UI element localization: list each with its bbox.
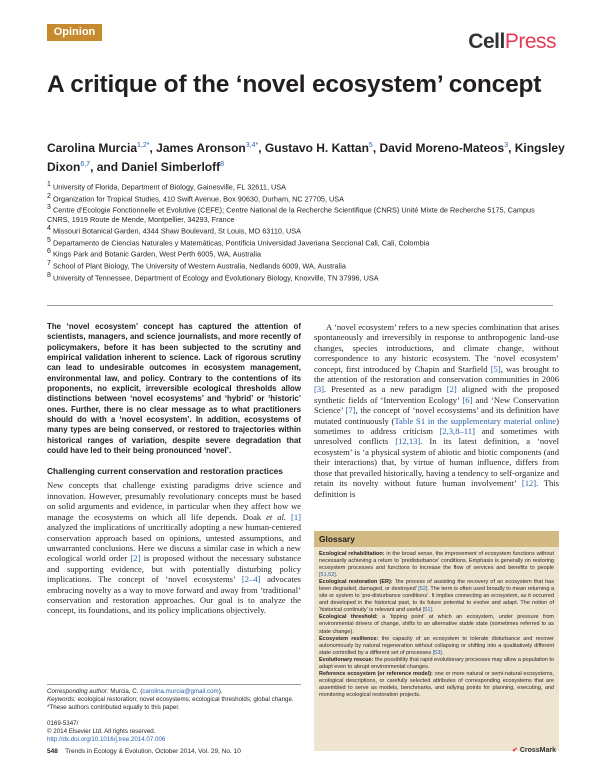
right-column (314, 322, 559, 499)
section-heading: Challenging current conservation and restoration practices (47, 466, 283, 477)
author-name: Carolina Murcia (47, 141, 138, 155)
ref-link[interactable]: [2–4] (241, 574, 261, 585)
glossary-entry: Reference ecosystem (or reference model): one or more natural or semi-natural ecosystems, ecological descriptions, or carefully selected attributes of corresponding ecosystems that are assembled to serve as models, benchmarks, and rallying points for planning, executing, and monitoring ecological restoration projects. (319, 670, 554, 698)
journal-citation: Trends in Ecology & Evolution, October 2014, Vol. 29, No. 10 (65, 748, 241, 755)
crossmark-icon: ✔ (511, 747, 518, 754)
body-paragraph: New concepts that challenge existing paradigms drive science and innovation. However, presumably revolutionary concepts must be based on solid arguments and evidence, in particular when they affect how we manage the ecosystems on which all life depends. Doak et al. [1] analyzed the implications of uncritically adopting a new human-centered conservation approach based on opinions, untested assumptions, and unwarranted conclusions. Here we discuss a similar case in which a new ecological world order [2] is proposed without the necessary substance and supporting evidence, but with potentially disturbing policy implications. The concept of ‘novel ecosystems’ [2–4] advocates embracing novelty as a way to move forward and away from ‘traditional’ conservation and restoration approaches. Our goal is to analyze the concept, its foundations, and its policy implications objectively. (47, 480, 302, 616)
glossary-entry: Ecosystem resilience: the capacity of an ecosystem to tolerate disturbance and recover autonomously by natural regeneration without collapsing or shifting into a qualitatively different state controlled by a different set of processes [53]. (319, 635, 554, 656)
ref-link[interactable]: [1] (290, 511, 302, 522)
glossary-entry: Ecological restoration (ER): ‘the process of assisting the recovery of an ecosystem that has been degraded, damaged, or destroyed’ [52]. The term is often used broadly to mean returning a site or system to ‘pre-disturbance conditions’. It implies connecting an ecosystem, as it occurred and developed in the historical past, to its future potential to evolve and adapt. The notion of ‘historical continuity’ is relevant and useful [51]. (319, 579, 555, 614)
cellpress-logo[interactable] (468, 30, 556, 54)
author-sup[interactable]: 3,4* (245, 142, 259, 149)
issn-block: 0169-5347/ © 2014 Elsevier Ltd. All rights reserved. http://dx.doi.org/10.1016/j.tree.2014.07.006 (47, 720, 166, 743)
author-list: Carolina Murcia$^{1,2*}$, James Aronson$^{3,4*}$, Gustavo H. Kattan$^5$, David Moreno-Mateos$^3$, Kingsley Dixon$^{6,7}$, and Daniel Simberloff$^8$ (47, 141, 565, 174)
author-name: Gustavo H. Kattan (264, 141, 369, 155)
affiliation-item: $^3$ Centre d’Ecologie Fonctionnelle et Evolutive (CEFE); Centre National de la Recherche Scientifique (CNRS) Unité Mixte de Recherche 5175, Campus CNRS, 1919 Route de Mende, Montpellier, 34293, France (47, 204, 535, 224)
supplementary-link[interactable]: Table S1 in the supplementary material online (394, 415, 557, 426)
affiliation-item: $^2$ Organization for Tropical Studies, 410 Swift Avenue, Box 90630, Durham, NC 27705, USA (47, 192, 345, 204)
email-link[interactable]: carolina.murcia@gmail.com (142, 688, 219, 695)
author-name: and Daniel Simberloff (96, 159, 221, 174)
doi-link[interactable]: http://dx.doi.org/10.1016/j.tree.2014.07.006 (47, 736, 166, 743)
glossary-heading: Glossary (314, 531, 559, 547)
ref-link[interactable]: [53] (432, 649, 442, 656)
ref-link[interactable]: [5] (490, 363, 501, 374)
page-footer (47, 747, 553, 757)
section-tag: Opinion (47, 24, 102, 41)
ref-link[interactable]: [7] (345, 405, 356, 416)
affiliation-item: $^4$ Missouri Botanical Garden, 4344 Shaw Boulevard, St Louis, MO 63110, USA (47, 225, 302, 236)
page-number: 548 (47, 748, 58, 755)
glossary-entry: Evolutionary rescue: the possibility that rapid evolutionary processes may allow a population to adapt even to abrupt environmental changes. (319, 656, 554, 670)
correspondence-footnote: Corresponding author: Murcia, C. (carolina.murcia@gmail.com). Keywords: ecological restoration; novel ecosystems; ecological thresholds; global change. *These authors contributed equally to this paper. (47, 684, 301, 712)
author-name: David Moreno-Mateos (379, 141, 505, 155)
header-divider (47, 305, 553, 306)
abstract: The ‘novel ecosystem’ concept has captured the attention of scientists, managers, and science journalists, and more recently of policymakers, before it has been subjected to the scrutiny and empirical validation inherent to science. Lack of rigorous scrutiny can lead to undesirable outcomes in ecosystem management, environmental law, and policy. Contrary to the contentions of its proponents, no explicit, irreversible ecological thresholds allow distinctions between ‘novel ecosystems’ and ‘hybrid’ or ‘historic’ ones. Further, there is no clear message as to what practitioners should do with a ‘novel ecosystem’. In addition, ecosystems of many types are being conserved, or restored to trajectories within historical ranges of variation, despite severe degradation that could have led to their being pronounced ‘novel’. (47, 322, 301, 456)
ref-link[interactable]: [2] (446, 384, 457, 395)
ref-link[interactable]: [2] (130, 553, 141, 564)
affiliation-item: $^6$ Kings Park and Botanic Garden, West Perth 6005, WA, Australia (47, 248, 262, 259)
author-name: Kingsley Dixon (47, 141, 565, 174)
ref-link[interactable]: [52] (418, 586, 428, 593)
author-sup[interactable]: 3 (504, 142, 509, 149)
glossary-box (314, 531, 559, 751)
author-sup[interactable]: 1,2* (137, 142, 150, 149)
ref-link[interactable]: [6] (462, 394, 473, 405)
glossary-body (314, 547, 559, 703)
affiliation-item: $^5$ Departamento de Ciencias Naturales y Matemáticas, Pontificia Universidad Javeriana Seccional Cali, Cali, Colombia (47, 236, 430, 248)
author-name: James Aronson (156, 141, 246, 155)
affiliation-item: $^1$ University of Florida, Department of Biology, Gainesville, FL 32611, USA (47, 181, 286, 192)
author-sup[interactable]: 6,7 (80, 160, 91, 168)
ref-link[interactable]: [12] (521, 478, 537, 489)
article-title: A critique of the ‘novel ecosystem’ concept (47, 71, 542, 98)
logo-cell: Cell (468, 30, 505, 53)
glossary-entry: Ecological rehabilitation: in the broad sense, the improvement of ecosystem functions without necessarily achieving a return to ‘predisturbance’ conditions. Emphasis is generally on restoring ecosystem processes and functions to increase the flow of services and benefits to people [51,52]. (319, 551, 554, 579)
affiliation-item: $^8$ University of Tennessee, Department of Ecology and Evolutionary Biology, Knoxville, TN 37996, USA (47, 271, 379, 282)
logo-press: Press (504, 30, 556, 53)
ref-link[interactable]: [51,52] (319, 572, 336, 579)
left-column (47, 322, 301, 616)
affiliation-item: $^7$ School of Plant Biology, The University of Western Australia, Nedlands 6009, WA, Australia (47, 259, 346, 271)
crossmark-badge[interactable]: ✔ CrossMark (511, 747, 556, 754)
ref-link[interactable]: [3] (314, 384, 325, 395)
ref-link[interactable]: [51] (422, 607, 432, 614)
author-sup[interactable]: 5 (368, 142, 373, 149)
ref-link[interactable]: [12,13] (395, 436, 421, 447)
ref-link[interactable]: [2,3,8–11] (439, 426, 475, 437)
body-paragraph: A ‘novel ecosystem’ refers to a new species combination that arises spontaneously and irreversibly in response to anthropogenic land-use changes, species introductions, and climate change, without correspondence to any historic ecosystem. The ‘novel ecosystem’ concept, first introduced by Chapin and Starfield [5], was brought to the attention of the restoration and conservation communities in 2006 [3]. Presented as a new paradigm [2] aligned with the proposed synthetic fields of ‘Intervention Ecology’ [6] and ‘New Conservation Science’ [7], the concept of ‘novel ecosystems’ and its definition have mutated continuously (Table S1 in the supplementary material online) sometimes to address criticism [2,3,8–11] and sometimes with unresolved conflicts [12,13]. In its latest definition, a ‘novel ecosystem’ is ‘a physical system of abiotic and biotic components (and their interactions) that, by virtue of human influence, differs from those that prevailed historically, having a tendency to self-organize and retain its novelty without future human involvement’ [12]. This definition is (314, 322, 559, 499)
affiliations (47, 180, 557, 282)
author-sup[interactable]: 8 (220, 160, 225, 168)
glossary-entry: Ecological threshold: a ‘tipping point’ at which an ecosystem, under pressure from environmental drivers of change, shifts to an alternative stable state (sometimes referred to as state change). (319, 614, 554, 635)
